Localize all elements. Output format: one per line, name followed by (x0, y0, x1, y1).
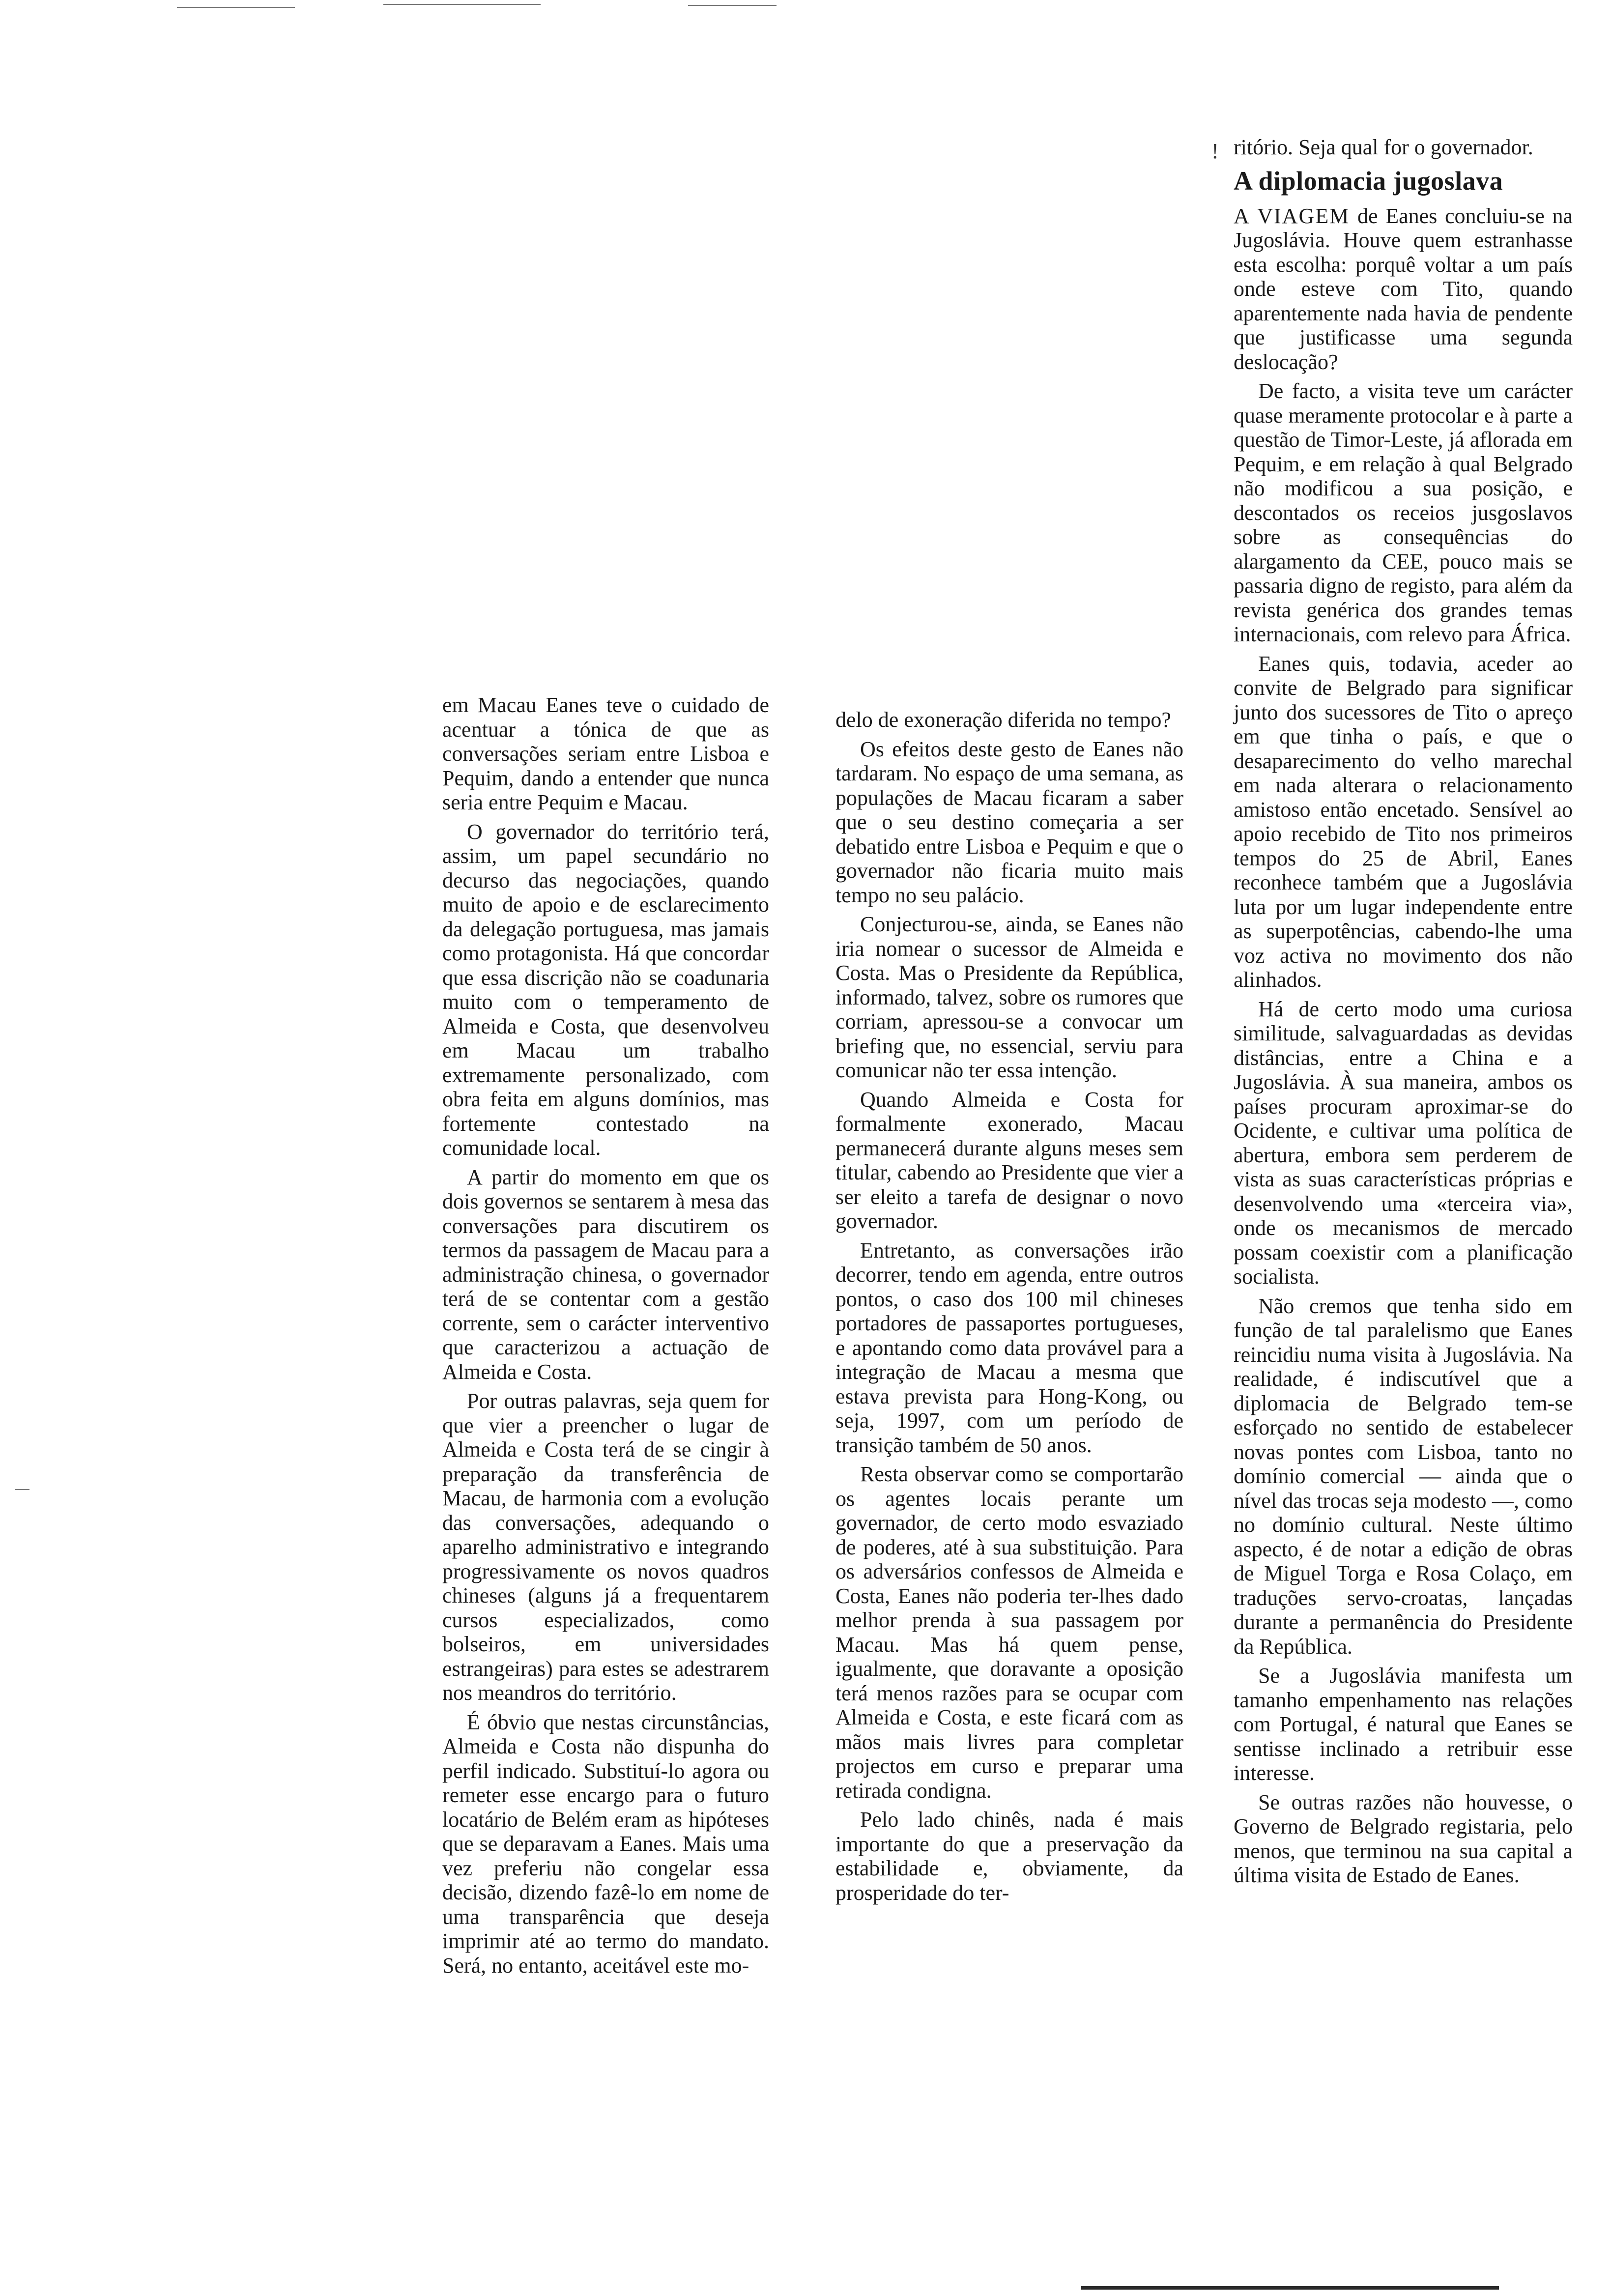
article-column-left (442, 693, 769, 1978)
scan-line-top-3 (688, 5, 777, 6)
margin-mark: ! (1211, 139, 1219, 163)
scan-line-top-1 (177, 7, 295, 8)
lead-text: de Eanes concluiu-se na Jugoslávia. Houve quem estranhasse esta escolha: porquê voltar a um país onde esteve com Tito, quando aparentemente nada havia de pendente que justificasse uma segunda deslocação? (1234, 203, 1573, 374)
paragraph: De facto, a visita teve um carácter quase meramente protocolar e à parte a questão de Timor-Leste, já aflorada em Pequim, e em relação à qual Belgrado não modificou a sua posição, e descontados os receios jusgoslavos sobre as consequências do alargamento da CEE, pouco mais se passaria digno de registo, para além da revista genérica dos grandes temas internacionais, com relevo para África. (1234, 379, 1573, 646)
paragraph: delo de exoneração diferida no tempo? (835, 708, 1171, 732)
paragraph: Pelo lado chinês, nada é mais importante do que a preservação da estabilidade e, obviamente, da prosperidade do ter- (835, 1808, 1183, 1905)
article-column-right (1234, 135, 1573, 1888)
paragraph: Quando Almeida e Costa for formalmente exonerado, Macau permanecerá durante alguns meses sem titular, cabendo ao Presidente que vier a ser eleito a tarefa de designar o novo governador. (835, 1087, 1183, 1233)
scan-line-top-2 (383, 4, 541, 5)
paragraph: Se outras razões não houvesse, o Governo de Belgrado registaria, pelo menos, que terminou na sua capital a última visita de Estado de Eanes. (1234, 1790, 1573, 1887)
bottom-rule (1081, 2286, 1499, 2290)
paragraph: Resta observar como se comportarão os agentes locais perante um governador, de certo modo esvaziado de poderes, até à sua substituição. Para os adversários confessos de Almeida e Costa, Eanes não poderia ter-lhes dado melhor prenda à sua passagem por Macau. Mas há quem pense, igualmente, que doravante a oposição terá menos razões para se ocupar com Almeida e Costa, e este ficará com as mãos mais livres para completar projectos em curso e preparar uma retirada condigna. (835, 1462, 1183, 1803)
paragraph: Não cremos que tenha sido em função de tal paralelismo que Eanes reincidiu numa visita à Jugoslávia. Na realidade, é indiscutível que a diplomacia de Belgrado tem-se esforçado no sentido de estabelecer novas pontes com Lisboa, tanto no domínio comercial — ainda que o nível das trocas seja modesto —, como no domínio cultural. Neste último aspecto, é de notar a edição de obras de Miguel Torga e Rosa Colaço, em traduções servo-croatas, lançadas durante a permanência do Presidente da República. (1234, 1293, 1573, 1659)
paragraph: O governador do território terá, assim, um papel secundário no decurso das negociações, quando muito de apoio e de esclarecimento da delegação portuguesa, mas jamais como protagonista. Há que concordar que essa discrição não se coadunaria muito com o temperamento de Almeida e Costa, que desenvolveu em Macau um trabalho extremamente personalizado, com obra feita em alguns domínios, mas fortemente contestado na comunidade local. (442, 819, 769, 1160)
paragraph: ritório. Seja qual for o governador. (1234, 135, 1533, 159)
paragraph: em Macau Eanes teve o cuidado de acentuar a tónica de que as conversações seriam entre Lisboa e Pequim, dando a entender que nunca seria entre Pequim e Macau. (442, 693, 769, 814)
paragraph: É óbvio que nestas circunstâncias, Almeida e Costa não dispunha do perfil indicado. Substituí-lo agora ou remeter esse encargo para o futuro locatário de Belém eram as hipóteses que se deparavam a Eanes. Mais uma vez preferiu não congelar essa decisão, dizendo fazê-lo em nome de uma transparência que deseja imprimir até ao termo do mandato. Será, no entanto, aceitável este mo- (442, 1710, 769, 1978)
paragraph: Entretanto, as conversações irão decorrer, tendo em agenda, entre outros pontos, o caso dos 100 mil chineses portadores de passaportes portugueses, e apontando como data provável para a integração de Macau a mesma que estava prevista para Hong-Kong, ou seja, 1997, com um período de transição também de 50 anos. (835, 1238, 1183, 1457)
paragraph: A partir do momento em que os dois governos se sentarem à mesa das conversações para discutirem os termos da passagem de Macau para a administração chinesa, o governador terá de se contentar com a gestão corrente, sem o carácter interventivo que caracterizou a actuação de Almeida e Costa. (442, 1165, 769, 1384)
paragraph: Os efeitos deste gesto de Eanes não tardaram. No espaço de uma semana, as populações de Macau ficaram a saber que o seu destino começaria a ser debatido entre Lisboa e Pequim e que o governador não ficaria muito mais tempo no seu palácio. (835, 737, 1183, 907)
scan-line-left-margin (15, 1489, 29, 1490)
paragraph: Por outras palavras, seja quem for que vier a preencher o lugar de Almeida e Costa terá de se cingir à preparação da transferência de Macau, de harmonia com a evolução das conversações, adequando o aparelho administrativo e integrando progressivamente os novos quadros chineses (alguns já a frequentarem cursos especializados, como bolseiros, em universidades estrangeiras) para estes se adestrarem nos meandros do território. (442, 1389, 769, 1705)
article-column-middle (835, 708, 1183, 1905)
paragraph: Conjecturou-se, ainda, se Eanes não iria nomear o sucessor de Almeida e Costa. Mas o Presidente da República, informado, talvez, sobre os rumores que corriam, apressou-se a convocar um briefing que, no essencial, serviu para comunicar não ter essa intenção. (835, 912, 1183, 1082)
paragraph: Há de certo modo uma curiosa similitude, salvaguardadas as devidas distâncias, entre a China e a Jugoslávia. À sua maneira, ambos os países procuram aproximar-se do Ocidente, e cultivar uma política de abertura, embora sem perderem de vista as suas características próprias e desenvolvendo uma «terceira via», onde os mecanismos de mercado possam coexistir com a planificação socialista. (1234, 997, 1573, 1289)
lead-word: A VIAGEM (1234, 203, 1350, 228)
paragraph-lead (1234, 204, 1573, 374)
section-headline: A diplomacia jugoslava (1234, 166, 1503, 196)
paragraph: Eanes quis, todavia, aceder ao convite de Belgrado para significar junto dos sucessores de Tito o apreço em que tinha o país, e que o desaparecimento do velho marechal em nada alterara o relacionamento amistoso então encetado. Sensível ao apoio recebido de Tito nos primeiros tempos do 25 de Abril, Eanes reconhece também que a Jugoslávia luta por um lugar independente entre as superpotências, cabendo-lhe uma voz activa no movimento dos não alinhados. (1234, 651, 1573, 992)
paragraph: Se a Jugoslávia manifesta um tamanho empenhamento nas relações com Portugal, é natural que Eanes se sentisse inclinado a retribuir esse interesse. (1234, 1664, 1573, 1785)
